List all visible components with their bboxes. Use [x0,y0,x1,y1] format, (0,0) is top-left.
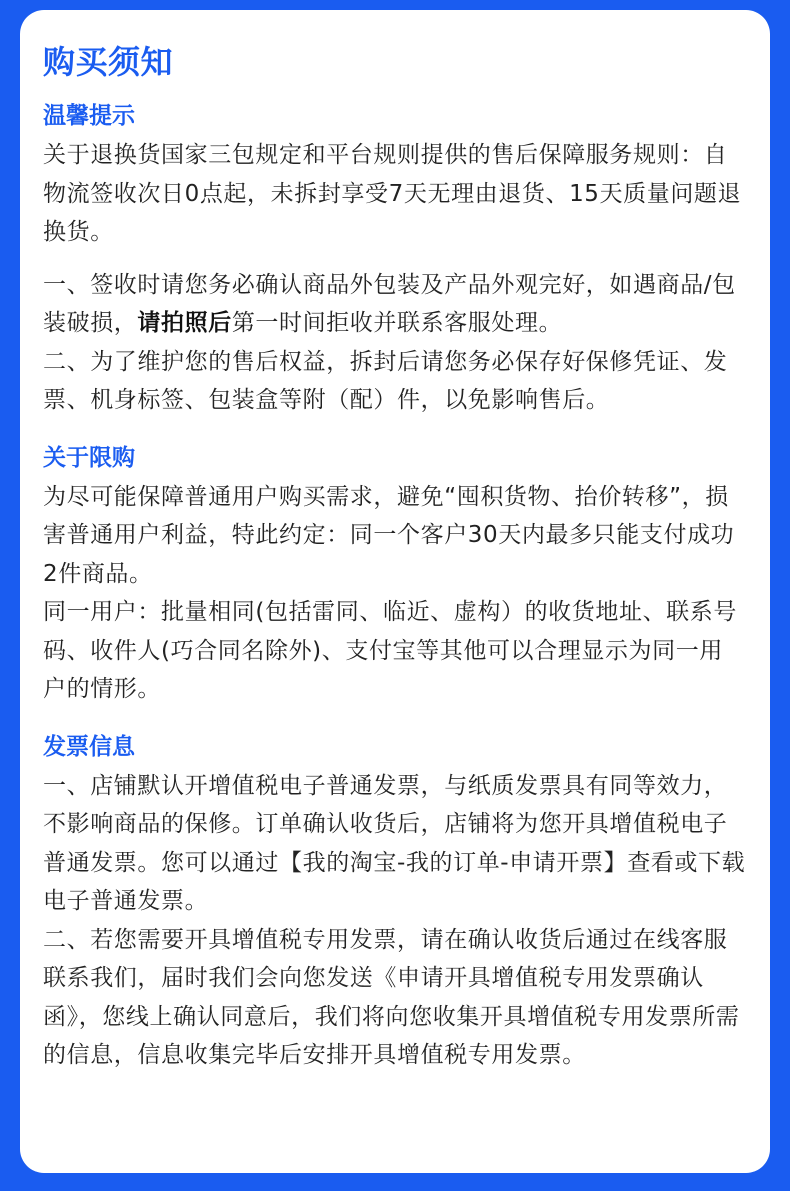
invoice-paragraph-2: 二、若您需要开具增值税专用发票，请在确认收货后通过在线客服联系我们，届时我们会向您发送《申请开具增值税专用发票确认函》，您线上确认同意后，我们将向您收集开具增值税专用发票所需的信息，信息收集完毕后安排开具增值税专用发票。 [43,926,740,1068]
invoice-paragraph-1: 一、店铺默认开增值税电子普通发票，与纸质发票具有同等效力，不影响商品的保修。订单确认收货后，店铺将为您开具增值税电子普通发票。您可以通过【我的淘宝-我的订单-申请开票】查看或下载电子普通发票。 [43,772,746,914]
section-heading-invoice: 发票信息 [43,733,135,760]
tips-item-2: 二、为了维护您的售后权益，拆封后请您务必保存好保修凭证、发票、机身标签、包装盒等附（配）件，以免影响售后。 [43,348,728,413]
tips-item-1-bold: 请拍照后 [137,310,232,336]
tips-item-1-text-a: 一、签收时请您务必确认商品外包装及产品外观完好，如遇商品/包装破损， [43,271,736,336]
tips-item-1-text-b: 第一时间拒收并联系客服处理。 [231,310,563,336]
section-heading-limit: 关于限购 [43,444,135,471]
section-heading-tips: 温馨提示 [43,103,135,129]
tips-item-1 [43,266,746,343]
tips-intro: 关于退换货国家三包规定和平台规则提供的售后保障服务规则：自物流签收次日0点起，未拆封享受7天无理由退货、15天质量问题退换货。 [43,142,742,245]
limit-paragraph-2: 同一用户：批量相同(包括雷同、临近、虚构）的收货地址、联系号码、收件人(巧合同名除外)、支付宝等其他可以合理显示为同一用户的情形。 [43,599,737,702]
page-title: 购买须知 [43,43,174,81]
purchase-notice-card [20,10,770,1173]
limit-paragraph-1: 为尽可能保障普通用户购买需求，避免“囤积货物、抬价转移”，损害普通用户利益，特此约定：同一个客户30天内最多只能支付成功2件商品。 [43,483,735,587]
